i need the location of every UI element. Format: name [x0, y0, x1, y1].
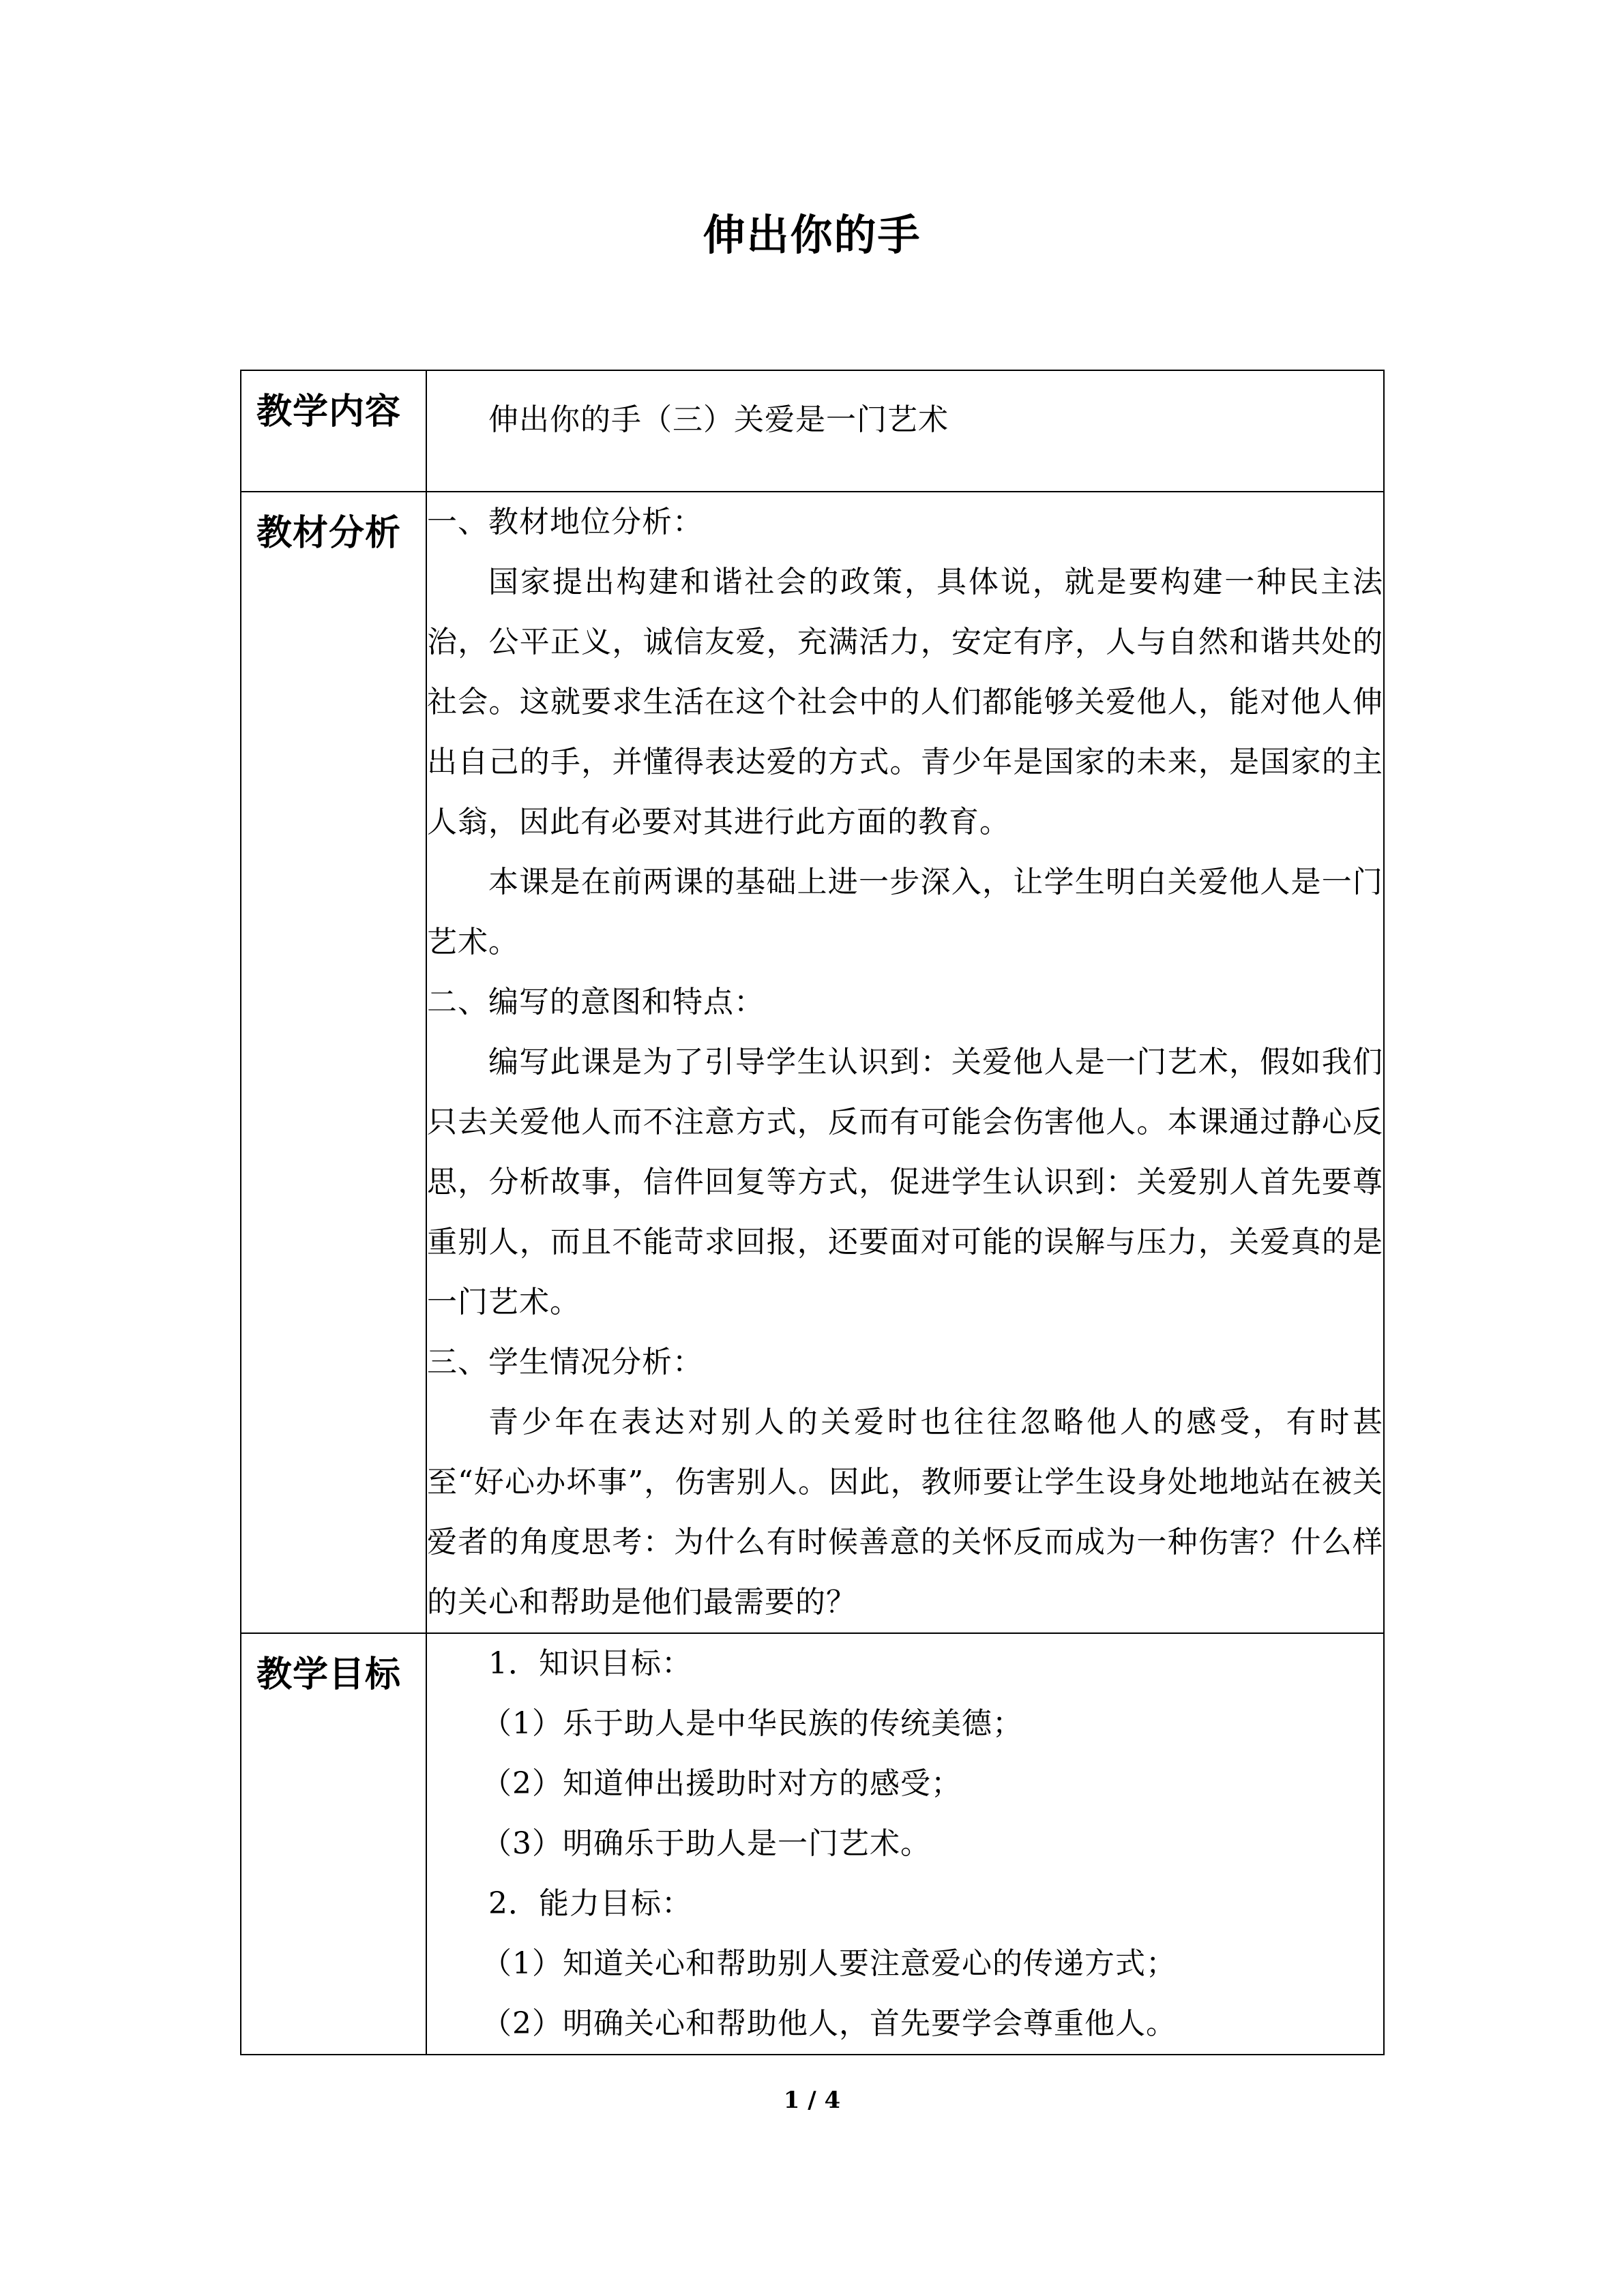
paragraph: 编写此课是为了引导学生认识到：关爱他人是一门艺术，假如我们只去关爱他人而不注意方式，反而有可能会伤害他人。本课通过静心反思，分析故事，信件回复等方式，促进学生认识到：关爱别人首先要尊重别人，而且不能苛求回报，还要面对可能的误解与压力，关爱真的是一门艺术。 [427, 1045, 1383, 1320]
label-cell [241, 1633, 426, 2055]
objective-heading: 2．能力目标： [488, 1886, 692, 1921]
label-cell [241, 492, 426, 1633]
page-number: 1 / 4 [783, 2087, 841, 2114]
objective-item: （2）知道伸出援助时对方的感受； [482, 1766, 962, 1801]
row-label-material-analysis: 教材分析 [256, 513, 402, 554]
content-cell [426, 492, 1384, 1633]
section-heading: 三、学生情况分析： [427, 1345, 703, 1380]
paragraph: 青少年在表达对别人的关爱时也往往忽略他人的感受，有时甚至“好心办坏事”，伤害别人。因此，教师要让学生设身处地地站在被关爱者的角度思考：为什么有时候善意的关怀反而成为一种伤害？什么样的关心和帮助是他们最需要的？ [427, 1405, 1383, 1620]
paragraph: 本课是在前两课的基础上进一步深入，让学生明白关爱他人是一门艺术。 [427, 865, 1383, 959]
objective-item: （1）乐于助人是中华民族的传统美德； [482, 1706, 1023, 1741]
content-cell [426, 1633, 1384, 2055]
label-cell [241, 370, 426, 492]
objective-item: （2）明确关心和帮助他人，首先要学会尊重他人。 [482, 2006, 1177, 2041]
lesson-plan-table [240, 370, 1385, 2055]
paragraph: 国家提出构建和谐社会的政策，具体说，就是要构建一种民主法治，公平正义，诚信友爱，充满活力，安定有序，人与自然和谐共处的社会。这就要求生活在这个社会中的人们都能够关爱他人，能对他人伸出自己的手，并懂得表达爱的方式。青少年是国家的未来，是国家的主人翁，因此有必要对其进行此方面的教育。 [427, 565, 1383, 839]
objective-heading: 1．知识目标： [488, 1646, 692, 1681]
teaching-content-text: 伸出你的手（三）关爱是一门艺术 [488, 402, 949, 437]
row-label-teaching-objectives: 教学目标 [256, 1654, 402, 1695]
row-label-teaching-content: 教学内容 [256, 391, 402, 432]
row-teaching-content [241, 370, 1384, 492]
document-title: 伸出你的手 [703, 210, 921, 260]
section-heading: 一、教材地位分析： [427, 505, 703, 539]
section-heading: 二、编写的意图和特点： [427, 985, 765, 1019]
objective-item: （1）知道关心和帮助别人要注意爱心的传递方式； [482, 1946, 1177, 1981]
row-teaching-objectives [241, 1633, 1384, 2055]
content-cell [426, 370, 1384, 492]
row-material-analysis [241, 492, 1384, 1633]
objective-item: （3）明确乐于助人是一门艺术。 [482, 1826, 931, 1861]
